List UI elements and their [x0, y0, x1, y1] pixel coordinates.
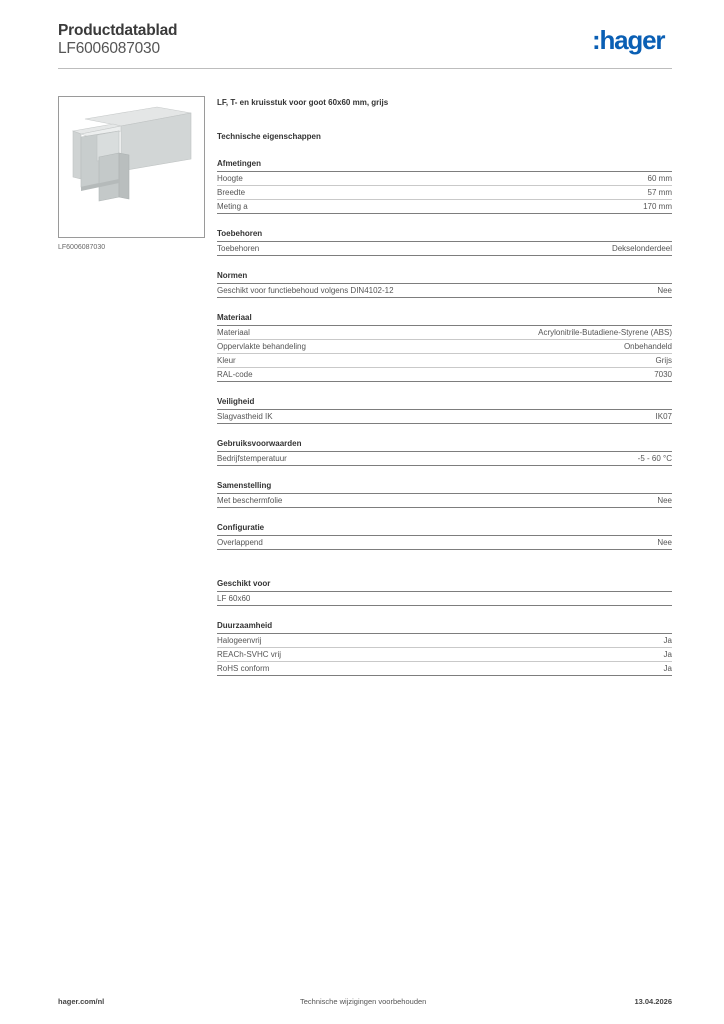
- spec-row: [217, 410, 672, 424]
- spec-label: REACh-SVHC vrij: [217, 650, 282, 659]
- spec-label: Bedrijfstemperatuur: [217, 454, 287, 463]
- spec-label: Meting a: [217, 202, 248, 211]
- product-reference: LF6006087030: [58, 40, 160, 57]
- spec-label: Oppervlakte behandeling: [217, 342, 306, 351]
- spec-row: [217, 452, 672, 466]
- spec-value: Dekselonderdeel: [611, 244, 672, 253]
- hager-logo-text: :hager: [592, 25, 665, 55]
- header-divider: [58, 68, 672, 69]
- spec-label: Materiaal: [217, 328, 250, 337]
- spec-group-toebehoren: [217, 228, 672, 256]
- spec-label: Slagvastheid IK: [217, 412, 273, 421]
- section-title: Technische eigenschappen: [217, 132, 321, 141]
- image-caption: LF6006087030: [58, 244, 106, 251]
- spec-group-afmetingen: [217, 158, 672, 214]
- spec-value: Ja: [663, 636, 672, 645]
- group-title: Geschikt voor: [217, 578, 672, 592]
- footer-disclaimer: Technische wijzigingen voorbehouden: [300, 997, 427, 1006]
- spec-value: Ja: [663, 650, 672, 659]
- product-image: [58, 96, 205, 238]
- spec-label: Overlappend: [217, 538, 263, 547]
- spec-label: Toebehoren: [217, 244, 260, 253]
- spec-row: [217, 172, 672, 186]
- spec-label: Geschikt voor functiebehoud volgens DIN4102-12: [217, 286, 394, 295]
- spec-value: 170 mm: [643, 202, 672, 211]
- group-title: Duurzaamheid: [217, 620, 672, 634]
- spec-value: -5 - 60 °C: [637, 454, 672, 463]
- spec-row: [217, 340, 672, 354]
- spec-group-geschikt-voor: [217, 578, 672, 606]
- spec-row: [217, 200, 672, 214]
- footer-website-link[interactable]: hager.com/nl: [58, 997, 105, 1006]
- spec-value: Acrylonitrile-Butadiene-Styrene (ABS): [538, 328, 672, 337]
- spec-group-veiligheid: [217, 396, 672, 424]
- spec-content: [217, 98, 672, 676]
- spec-label: Breedte: [217, 188, 246, 197]
- page-header: [58, 20, 672, 66]
- spec-row: [217, 186, 672, 200]
- spec-label: RoHS conform: [217, 664, 270, 673]
- group-title: Gebruiksvoorwaarden: [217, 438, 672, 452]
- spec-row: [217, 242, 672, 256]
- spec-value: 60 mm: [647, 174, 672, 183]
- spec-value: Nee: [657, 496, 672, 505]
- spec-row: [217, 662, 672, 676]
- spec-group-materiaal: [217, 312, 672, 382]
- group-title: Materiaal: [217, 312, 672, 326]
- spec-group-gebruiksvoorwaarden: [217, 438, 672, 466]
- spec-label: Hoogte: [217, 174, 243, 183]
- spec-row: [217, 648, 672, 662]
- group-title: Afmetingen: [217, 158, 672, 172]
- spec-value: Ja: [663, 664, 672, 673]
- spec-row: [217, 634, 672, 648]
- spec-group-duurzaamheid: [217, 620, 672, 676]
- spec-row: [217, 284, 672, 298]
- product-drawing-icon: [59, 97, 204, 237]
- spec-label: RAL-code: [217, 370, 253, 379]
- spec-row: [217, 368, 672, 382]
- spec-row: [217, 494, 672, 508]
- spec-label: Halogeenvrij: [217, 636, 262, 645]
- group-title: Veiligheid: [217, 396, 672, 410]
- group-title: Toebehoren: [217, 228, 672, 242]
- spec-value: IK07: [655, 412, 672, 421]
- spec-value: Nee: [657, 538, 672, 547]
- spec-value: 57 mm: [647, 188, 672, 197]
- hager-logo: [592, 25, 672, 57]
- spec-row: [217, 354, 672, 368]
- spec-group-samenstelling: [217, 480, 672, 508]
- page-title: Productdatablad: [58, 22, 178, 39]
- product-description: LF, T- en kruisstuk voor goot 60x60 mm, grijs: [217, 98, 389, 107]
- spec-label: LF 60x60: [217, 594, 251, 603]
- spec-row: [217, 592, 672, 606]
- spec-row: [217, 536, 672, 550]
- spec-group-configuratie: [217, 522, 672, 550]
- spec-value: Onbehandeld: [623, 342, 672, 351]
- spec-label: Kleur: [217, 356, 236, 365]
- spec-label: Met beschermfolie: [217, 496, 283, 505]
- footer-date: 13.04.2026: [634, 997, 672, 1006]
- group-title: Samenstelling: [217, 480, 672, 494]
- spec-group-normen: [217, 270, 672, 298]
- spec-value: Grijs: [655, 356, 672, 365]
- spec-row: [217, 326, 672, 340]
- spec-value: 7030: [654, 370, 672, 379]
- group-title: Normen: [217, 270, 672, 284]
- group-title: Configuratie: [217, 522, 672, 536]
- spec-value: Nee: [657, 286, 672, 295]
